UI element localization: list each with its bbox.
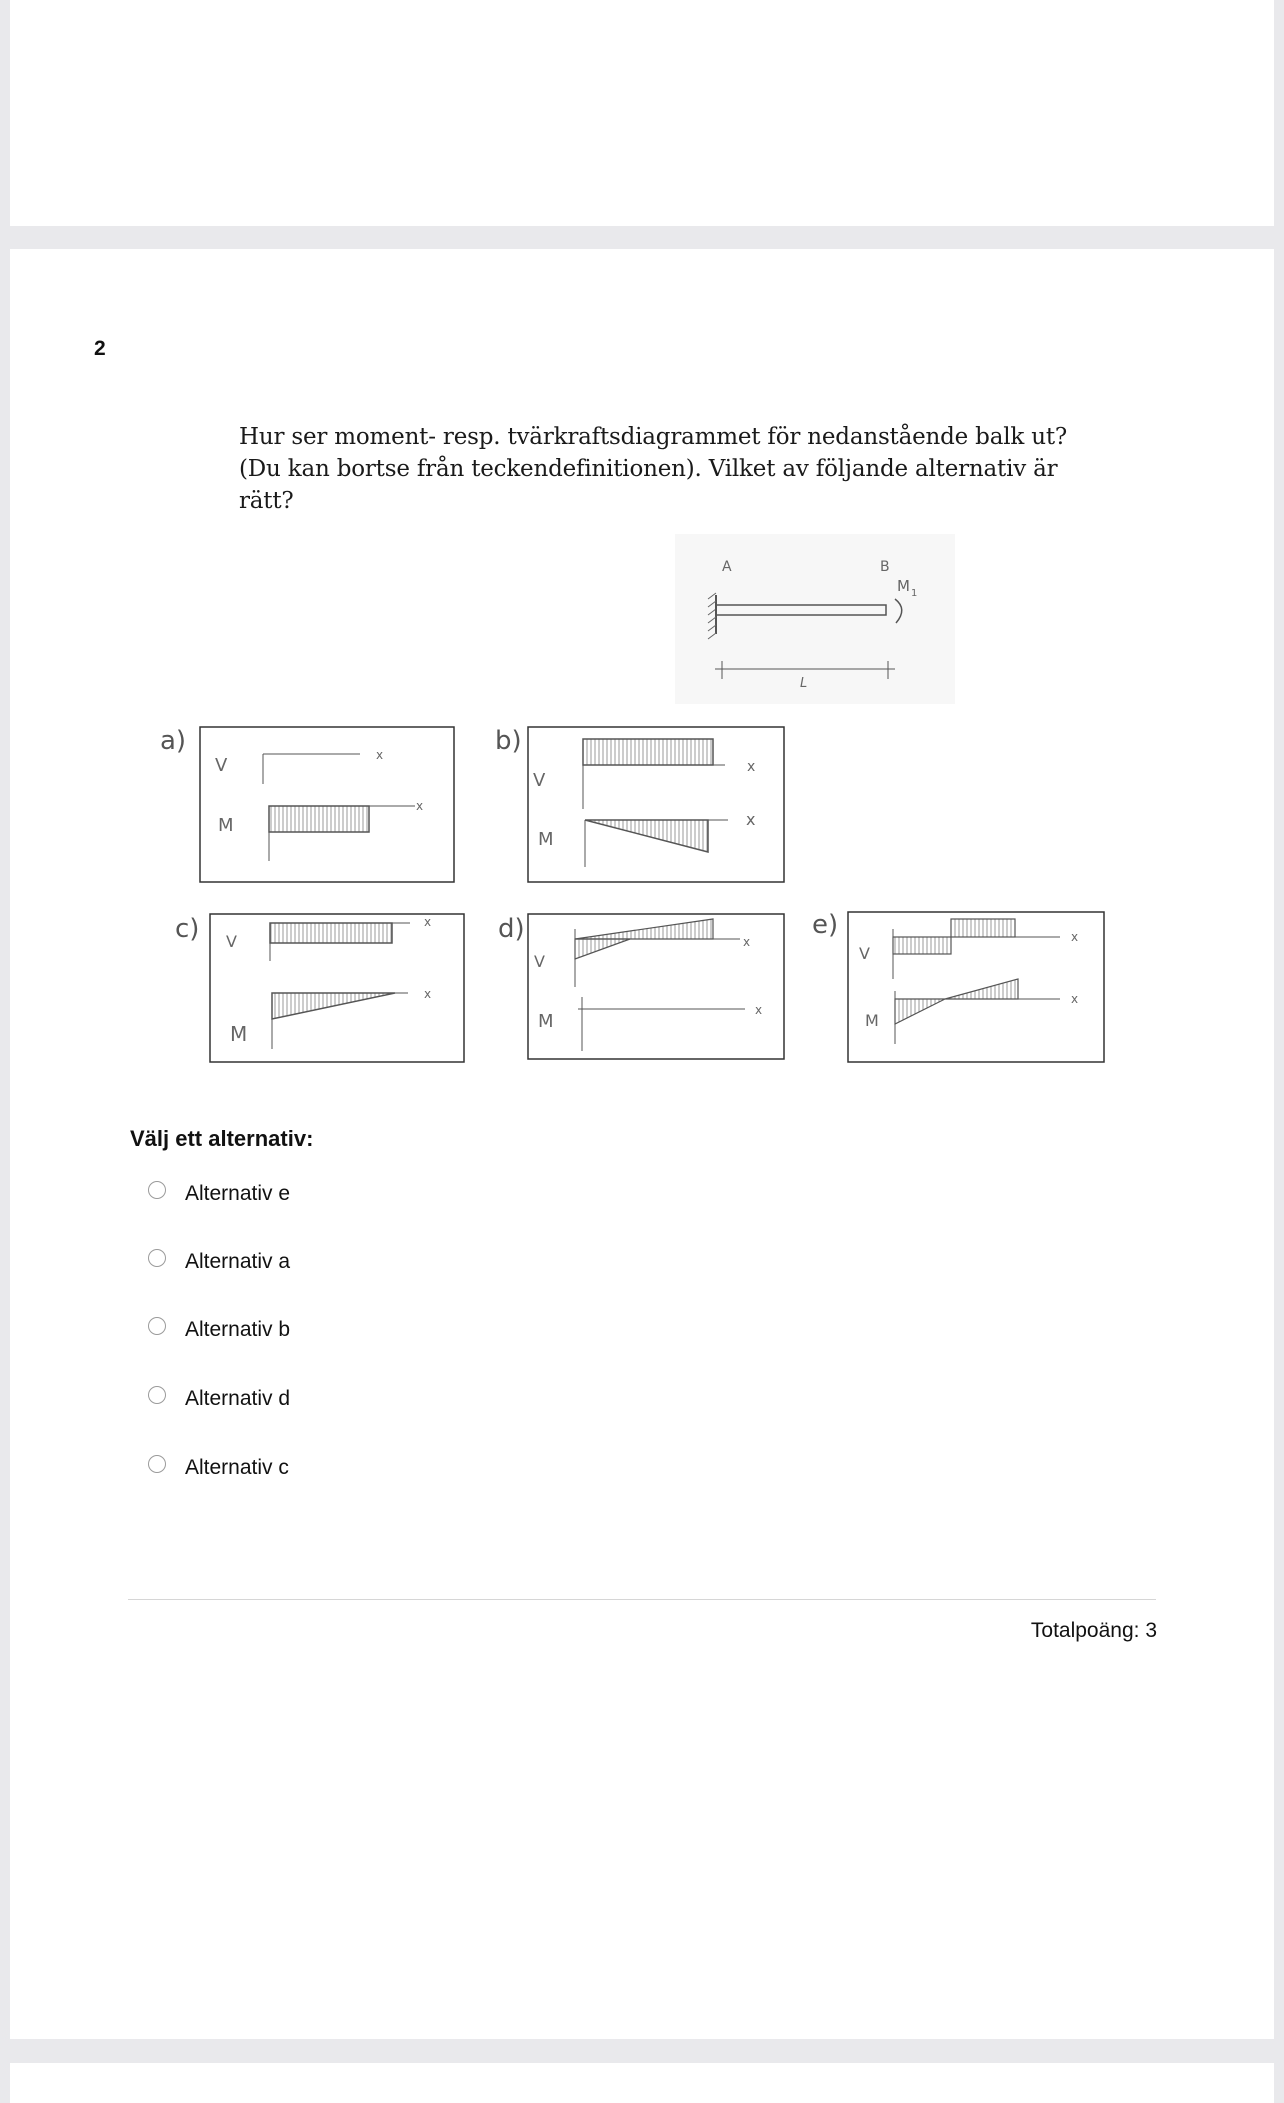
- option-alternativ-a[interactable]: [148, 1242, 548, 1282]
- radio-button[interactable]: [148, 1181, 166, 1199]
- divider: [128, 1599, 1156, 1600]
- question-text: Hur ser moment- resp. tvärkraftsdiagrammet för nedanstående balk ut? (Du kan bortse från teckendefinitionen). Vilket av följande alternativ är rätt?: [239, 424, 1068, 514]
- moment-label: M: [897, 577, 910, 595]
- m-axis-label: M: [538, 1011, 554, 1032]
- previous-question-card: [10, 0, 1274, 226]
- x-axis-label: x: [416, 799, 424, 813]
- x-axis-label: x: [424, 987, 432, 1001]
- x-axis-label: x: [1071, 930, 1079, 944]
- radio-button[interactable]: [148, 1249, 166, 1267]
- option-label: Alternativ c: [185, 1456, 289, 1479]
- diagram-e: [812, 910, 1104, 1062]
- x-axis-label: x: [747, 759, 756, 775]
- diagram-label: d): [498, 914, 525, 944]
- x-axis-label: x: [1071, 992, 1079, 1006]
- question-card: [10, 249, 1274, 2039]
- m-axis-label: M: [538, 829, 554, 850]
- radio-button[interactable]: [148, 1455, 166, 1473]
- question-number: 2: [94, 337, 106, 360]
- total-points: Totalpoäng: 3: [1030, 1619, 1157, 1642]
- v-axis-label: V: [533, 770, 546, 791]
- next-question-card: [10, 2063, 1274, 2103]
- x-axis-label: x: [743, 935, 751, 949]
- moment-subscript: 1: [911, 588, 918, 599]
- diagram-b: [495, 726, 784, 882]
- diagram-d: [498, 914, 784, 1059]
- diagram-label: a): [160, 726, 187, 756]
- option-label: Alternativ b: [185, 1318, 291, 1341]
- v-axis-label: V: [859, 944, 870, 963]
- beam-figure: [10, 249, 1274, 1149]
- diagram-label: c): [175, 914, 200, 944]
- option-alternativ-e[interactable]: [148, 1174, 548, 1214]
- diagram-label: b): [495, 726, 522, 756]
- radio-button[interactable]: [148, 1386, 166, 1404]
- x-axis-label: x: [755, 1003, 763, 1017]
- x-axis-label: x: [376, 748, 384, 762]
- m-axis-label: M: [230, 1022, 248, 1046]
- option-label: Alternativ d: [185, 1387, 291, 1410]
- label-a: A: [722, 559, 732, 575]
- choose-prompt: Välj ett alternativ:: [130, 1126, 314, 1151]
- label-b: B: [880, 559, 890, 575]
- v-axis-label: V: [215, 755, 228, 776]
- v-axis-label: V: [534, 952, 545, 971]
- diagram-a: [160, 726, 454, 882]
- m-axis-label: M: [865, 1011, 879, 1030]
- option-alternativ-c[interactable]: [148, 1448, 548, 1488]
- length-label: L: [800, 676, 808, 691]
- v-axis-label: V: [226, 932, 237, 951]
- diagram-c: [175, 914, 464, 1062]
- x-axis-label: x: [746, 810, 756, 829]
- option-label: Alternativ e: [185, 1182, 291, 1205]
- option-label: Alternativ a: [185, 1250, 291, 1273]
- radio-button[interactable]: [148, 1317, 166, 1335]
- x-axis-label: x: [424, 915, 432, 929]
- option-alternativ-d[interactable]: [148, 1379, 548, 1419]
- diagram-label: e): [812, 910, 839, 940]
- option-alternativ-b[interactable]: [148, 1310, 548, 1350]
- cantilever-beam: [675, 534, 955, 704]
- m-axis-label: M: [218, 815, 234, 836]
